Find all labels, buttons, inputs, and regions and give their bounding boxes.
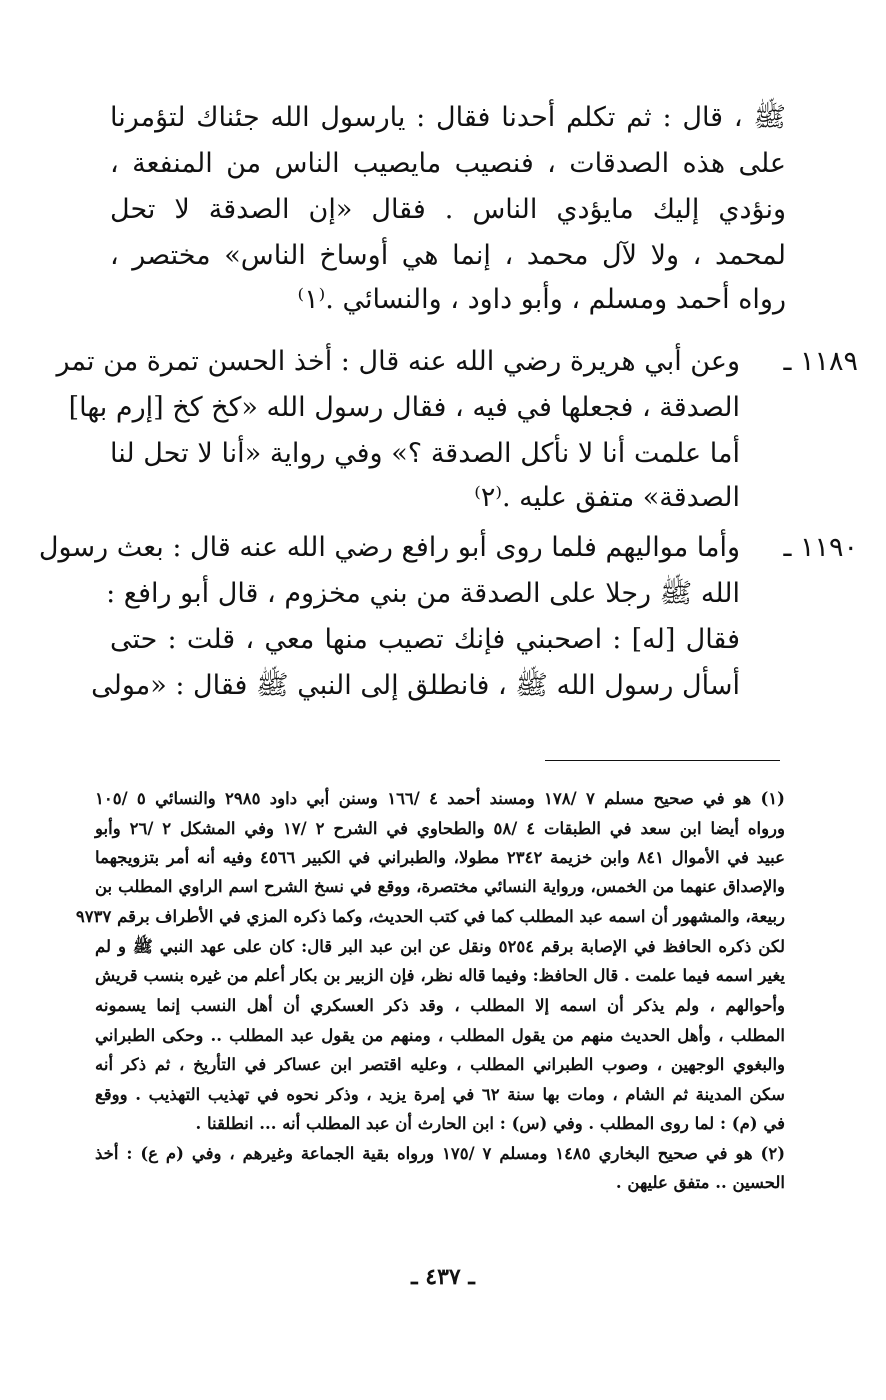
footnote-separator xyxy=(545,760,780,761)
main-text-line: الصدقة ، فجعلها في فيه ، فقال رسول الله «كخ كخ [إرم بها] xyxy=(68,392,740,423)
footnote-line: (٢) هو في صحيح البخاري ١٤٨٥ ومسلم ٧ /١٧٥ ورواه بقية الجماعة وغيرهم ، وفي (م ع) : أخذ xyxy=(95,1144,785,1163)
main-text-line: فقال [له] : اصحبني فإنك تصيب منها معي ، قلت : حتى xyxy=(110,624,740,655)
main-text-line: ونؤدي إليك مايؤدي الناس . فقال «إن الصدقة لا تحل xyxy=(110,194,786,225)
footnote-line: والبغوي الوجهين ، وصوب الطبراني المطلب ، وعليه اقتصر ابن عساكر في التأريخ ، ثم ذكر أنه xyxy=(95,1055,785,1074)
footnote-line: عبيد في الأموال ٨٤١ وابن خزيمة ٢٣٤٢ مطولا، والطبراني في الكبير ٤٥٦٦ وفيه أنه أمر بتزويجهما xyxy=(95,848,785,867)
footnote-line: المطلب ، وأهل الحديث منهم من يقول المطلب ، ومنهم من يقول عبد المطلب .. وحكى الطبراني xyxy=(95,1026,785,1045)
footnote-line: سكن المدينة ثم الشام ، ومات بها سنة ٦٢ في إمرة يزيد ، وذكر نحوه في تهذيب التهذيب . ووقع xyxy=(95,1085,785,1104)
main-text-line: أما علمت أنا لا نأكل الصدقة ؟» وفي رواية «أنا لا تحل لنا xyxy=(110,438,740,469)
footnote-line: ربيعة، والمشهور أن اسمه عبد المطلب كما في كتب الحديث، وكما ذكره المزي في الأطراف برقم ٩٧٣٧ xyxy=(75,907,785,926)
main-text-line: على هذه الصدقات ، فنصيب مايصيب الناس من المنفعة ، xyxy=(110,148,786,179)
footnote-line: لكن ذكره الحافظ في الإصابة برقم ٥٢٥٤ ونقل عن ابن عبد البر قال: كان على عهد النبي ﷺ و لم xyxy=(95,937,785,956)
footnote-line: ورواه أيضا ابن سعد في الطبقات ٤ /٥٨ والطحاوي في الشرح ٢ /١٧ وفي المشكل ٢ /٢٦ وأبو xyxy=(95,819,785,838)
main-text-line: لمحمد ، ولا لآل محمد ، إنما هي أوساخ الناس» مختصر ، xyxy=(110,240,786,271)
main-text-line: وأما مواليهم فلما روى أبو رافع رضي الله عنه قال : بعث رسول xyxy=(38,532,740,563)
main-text-line: أسأل رسول الله ﷺ ، فانطلق إلى النبي ﷺ فقال : «مولى xyxy=(91,670,740,701)
main-text-line: ﷺ ، قال : ثم تكلم أحدنا فقال : يارسول الله جئناك لتؤمرنا xyxy=(110,102,786,133)
main-text-line: الصدقة» متفق عليه .⁽٢⁾ xyxy=(474,482,740,513)
footnote-line: وأحوالهم ، ولم يذكر أن اسمه إلا المطلب ، وقد ذكر العسكري أن أهل النسب إنما يسمونه xyxy=(95,996,785,1015)
hadith-number-1190: ١١٩٠ ـ xyxy=(783,532,858,563)
footnote-line: (١) هو في صحيح مسلم ٧ /١٧٨ ومسند أحمد ٤ /١٦٦ وسنن أبي داود ٢٩٨٥ والنسائي ٥ /١٠٥ xyxy=(95,789,785,808)
footnote-line: الحسين .. متفق عليهن . xyxy=(615,1173,785,1192)
footnote-line: في (م) : لما روى المطلب . وفي (س) : ابن الحارث أن عبد المطلب أنه ... انطلقنا . xyxy=(195,1114,785,1133)
main-text-line: وعن أبي هريرة رضي الله عنه قال : أخذ الحسن تمرة من تمر xyxy=(56,346,740,377)
main-text-line: الله ﷺ رجلا على الصدقة من بني مخزوم ، قال أبو رافع : xyxy=(106,578,740,609)
footnote-line: والإصداق عنهما من الخمس، ورواية النسائي مختصرة، ووقع في نسخ الشرح اسم الراوي المطلب بن xyxy=(95,877,785,896)
footnote-line: يغير اسمه فيما علمت . قال الحافظ: وفيما قاله نظر، فإن الزبير بن بكار أعلم من غيره بنسب قريش xyxy=(95,966,785,985)
hadith-number-1189: ١١٨٩ ـ xyxy=(783,346,858,377)
page-number: ـ ٤٣٧ ـ xyxy=(411,1264,475,1290)
main-text-line: رواه أحمد ومسلم ، وأبو داود ، والنسائي .⁽١⁾ xyxy=(297,284,786,315)
